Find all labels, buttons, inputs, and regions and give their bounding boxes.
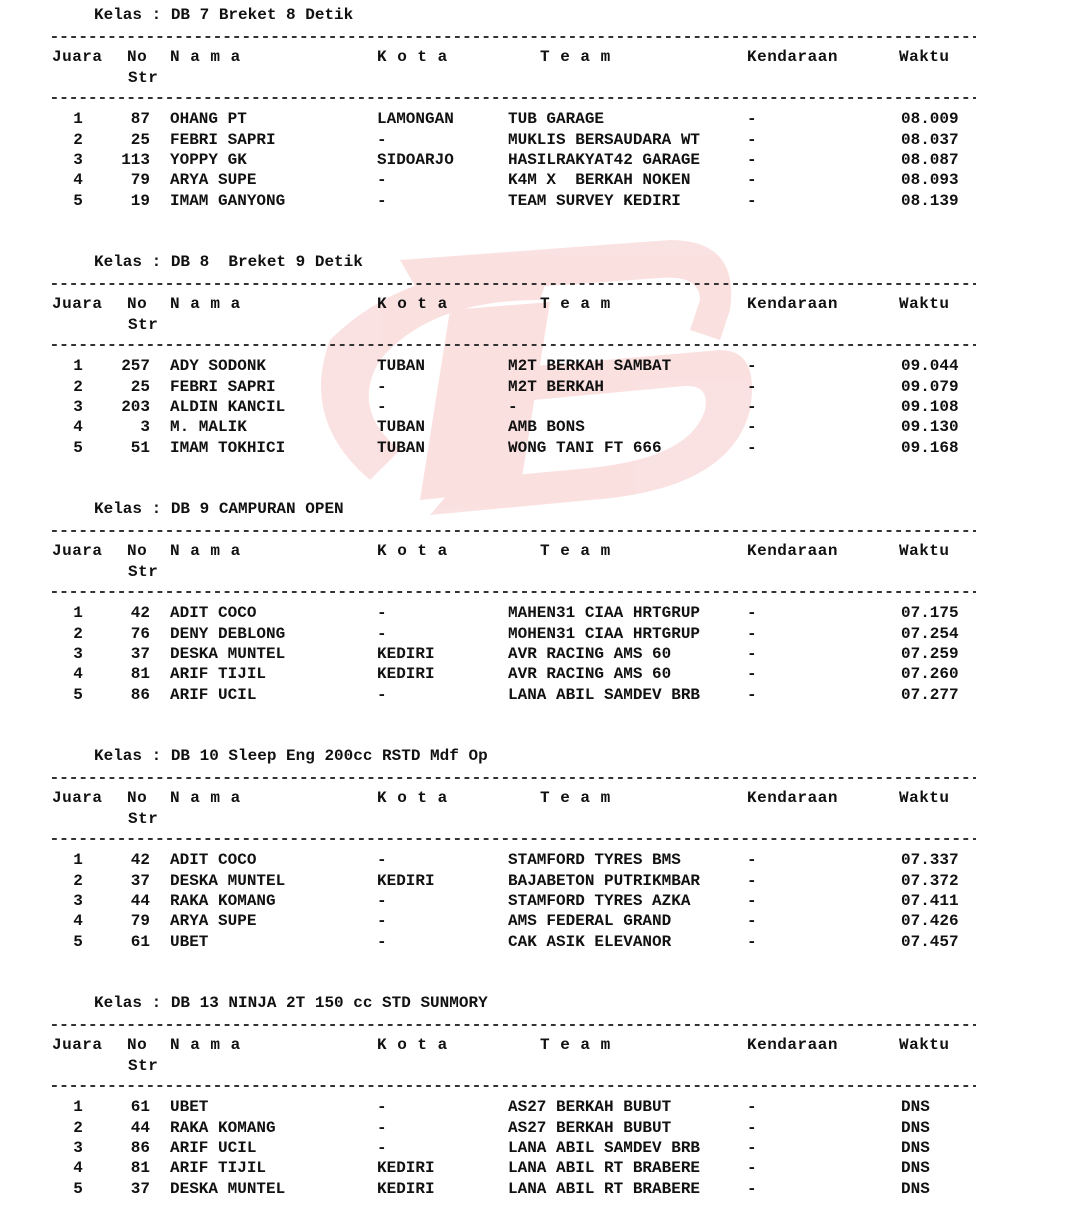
divider [52,1080,976,1092]
juara-cell: 3 [73,892,83,910]
header-waktu: Waktu [899,48,950,66]
kendaraan-cell: - [747,1180,757,1198]
header-no: No [127,542,148,560]
waktu-cell: 08.009 [901,110,959,128]
juara-cell: 1 [73,110,83,128]
kota-cell: SIDOARJO [377,151,454,169]
nama-cell: IMAM TOKHICI [170,439,286,457]
table-row [0,151,1080,171]
race-class-section [0,494,1080,734]
kendaraan-cell: - [747,131,757,149]
header-nama: N a m a [170,295,241,313]
table-row [0,892,1080,912]
no-str-cell: 86 [130,686,150,704]
header-nama: N a m a [170,1036,241,1054]
team-cell: STAMFORD TYRES BMS [508,851,681,869]
kendaraan-cell: - [747,1119,757,1137]
divider [52,586,976,598]
no-str-cell: 25 [130,131,150,149]
nama-cell: RAKA KOMANG [170,1119,276,1137]
kendaraan-cell: - [747,418,757,436]
team-cell: M2T BERKAH SAMBAT [508,357,672,375]
no-str-cell: 257 [121,357,150,375]
team-cell: K4M X BERKAH NOKEN [508,171,691,189]
team-cell: LANA ABIL RT BRABERE [508,1180,701,1198]
waktu-cell: 09.044 [901,357,959,375]
no-str-cell: 42 [130,851,150,869]
kota-cell: LAMONGAN [377,110,454,128]
divider [52,772,976,784]
kota-cell: - [377,1098,387,1116]
team-cell: AVR RACING AMS 60 [508,645,672,663]
kendaraan-cell: - [747,933,757,951]
kendaraan-cell: - [747,192,757,210]
kendaraan-cell: - [747,439,757,457]
team-cell: TEAM SURVEY KEDIRI [508,192,681,210]
table-row [0,418,1080,438]
no-str-cell: 37 [130,872,150,890]
kendaraan-cell: - [747,851,757,869]
juara-cell: 2 [73,872,83,890]
kendaraan-cell: - [747,686,757,704]
race-class-section [0,0,1080,240]
divider [52,31,976,43]
table-row [0,1098,1080,1118]
kota-cell: - [377,1119,387,1137]
no-str-cell: 37 [130,645,150,663]
table-row [0,872,1080,892]
race-class-section [0,741,1080,981]
juara-cell: 3 [73,1139,83,1157]
kota-cell: TUBAN [377,439,426,457]
kendaraan-cell: - [747,151,757,169]
header-no: No [127,1036,148,1054]
team-cell: - [508,398,518,416]
table-row [0,645,1080,665]
nama-cell: ARIF TIJIL [170,665,267,683]
header-nama: N a m a [170,542,241,560]
kota-cell: - [377,398,387,416]
juara-cell: 5 [73,192,83,210]
team-cell: M2T BERKAH [508,378,605,396]
kota-cell: - [377,131,387,149]
no-str-cell: 61 [130,1098,150,1116]
team-cell: AS27 BERKAH BUBUT [508,1098,672,1116]
header-str: Str [128,810,159,828]
team-cell: LANA ABIL SAMDEV BRB [508,686,701,704]
header-str: Str [128,316,159,334]
table-row [0,1139,1080,1159]
table-row [0,665,1080,685]
team-cell: STAMFORD TYRES AZKA [508,892,691,910]
table-row [0,1180,1080,1200]
waktu-cell: 07.259 [901,645,959,663]
kota-cell: - [377,192,387,210]
nama-cell: DESKA MUNTEL [170,645,286,663]
team-cell: CAK ASIK ELEVANOR [508,933,672,951]
juara-cell: 3 [73,398,83,416]
nama-cell: UBET [170,1098,209,1116]
kendaraan-cell: - [747,645,757,663]
juara-cell: 2 [73,131,83,149]
no-str-cell: 79 [130,171,150,189]
kota-cell: KEDIRI [377,665,435,683]
header-juara: Juara [52,295,103,313]
kota-cell: TUBAN [377,357,426,375]
header-juara: Juara [52,789,103,807]
table-row [0,131,1080,151]
nama-cell: YOPPY GK [170,151,247,169]
no-str-cell: 42 [130,604,150,622]
nama-cell: ARIF TIJIL [170,1159,267,1177]
divider [52,92,976,104]
kota-cell: - [377,625,387,643]
no-str-cell: 19 [130,192,150,210]
kendaraan-cell: - [747,872,757,890]
juara-cell: 1 [73,1098,83,1116]
juara-cell: 1 [73,851,83,869]
team-cell: AVR RACING AMS 60 [508,665,672,683]
header-team: T e a m [540,542,611,560]
waktu-cell: DNS [901,1159,930,1177]
header-no: No [127,295,148,313]
team-cell: LANA ABIL SAMDEV BRB [508,1139,701,1157]
kota-cell: - [377,686,387,704]
kendaraan-cell: - [747,171,757,189]
waktu-cell: 09.130 [901,418,959,436]
kendaraan-cell: - [747,357,757,375]
nama-cell: IMAM GANYONG [170,192,286,210]
juara-cell: 5 [73,933,83,951]
nama-cell: DESKA MUNTEL [170,1180,286,1198]
juara-cell: 1 [73,357,83,375]
juara-cell: 2 [73,1119,83,1137]
nama-cell: ARYA SUPE [170,171,257,189]
header-str: Str [128,69,159,87]
team-cell: MOHEN31 CIAA HRTGRUP [508,625,701,643]
juara-cell: 5 [73,686,83,704]
team-cell: HASILRAKYAT42 GARAGE [508,151,701,169]
divider [52,525,976,537]
kota-cell: KEDIRI [377,872,435,890]
waktu-cell: DNS [901,1139,930,1157]
no-str-cell: 51 [130,439,150,457]
kendaraan-cell: - [747,1159,757,1177]
waktu-cell: DNS [901,1119,930,1137]
nama-cell: DENY DEBLONG [170,625,286,643]
waktu-cell: 07.411 [901,892,959,910]
waktu-cell: 08.037 [901,131,959,149]
waktu-cell: 07.457 [901,933,959,951]
table-row [0,1159,1080,1179]
no-str-cell: 87 [130,110,150,128]
header-team: T e a m [540,295,611,313]
race-class-section [0,988,1080,1228]
kota-cell: KEDIRI [377,645,435,663]
table-row [0,604,1080,624]
kota-cell: - [377,1139,387,1157]
header-nama: N a m a [170,48,241,66]
juara-cell: 3 [73,151,83,169]
class-title: Kelas : DB 8 Breket 9 Detik [94,253,363,271]
no-str-cell: 113 [121,151,150,169]
waktu-cell: 07.277 [901,686,959,704]
kendaraan-cell: - [747,665,757,683]
table-row [0,357,1080,377]
waktu-cell: DNS [901,1098,930,1116]
table-row [0,625,1080,645]
header-juara: Juara [52,1036,103,1054]
no-str-cell: 37 [130,1180,150,1198]
waktu-cell: 09.079 [901,378,959,396]
header-kota: K o t a [377,295,448,313]
table-row [0,398,1080,418]
no-str-cell: 81 [130,1159,150,1177]
kendaraan-cell: - [747,912,757,930]
header-waktu: Waktu [899,789,950,807]
header-no: No [127,789,148,807]
nama-cell: M. MALIK [170,418,247,436]
waktu-cell: 09.108 [901,398,959,416]
header-team: T e a m [540,1036,611,1054]
juara-cell: 4 [73,665,83,683]
team-cell: MAHEN31 CIAA HRTGRUP [508,604,701,622]
nama-cell: ARIF UCIL [170,686,257,704]
juara-cell: 1 [73,604,83,622]
waktu-cell: 07.260 [901,665,959,683]
team-cell: WONG TANI FT 666 [508,439,662,457]
juara-cell: 2 [73,625,83,643]
header-no: No [127,48,148,66]
kota-cell: - [377,933,387,951]
kota-cell: KEDIRI [377,1180,435,1198]
kota-cell: TUBAN [377,418,426,436]
divider [52,339,976,351]
team-cell: AMB BONS [508,418,585,436]
no-str-cell: 25 [130,378,150,396]
table-row [0,912,1080,932]
header-juara: Juara [52,542,103,560]
waktu-cell: 08.139 [901,192,959,210]
header-waktu: Waktu [899,295,950,313]
table-row [0,851,1080,871]
no-str-cell: 44 [130,1119,150,1137]
waktu-cell: 07.372 [901,872,959,890]
header-kendaraan: Kendaraan [747,295,838,313]
juara-cell: 5 [73,1180,83,1198]
class-title: Kelas : DB 9 CAMPURAN OPEN [94,500,344,518]
kendaraan-cell: - [747,604,757,622]
waktu-cell: 08.093 [901,171,959,189]
header-kota: K o t a [377,48,448,66]
header-waktu: Waktu [899,542,950,560]
class-title: Kelas : DB 10 Sleep Eng 200cc RSTD Mdf Op [94,747,488,765]
nama-cell: ARIF UCIL [170,1139,257,1157]
nama-cell: DESKA MUNTEL [170,872,286,890]
no-str-cell: 76 [130,625,150,643]
divider [52,1019,976,1031]
juara-cell: 2 [73,378,83,396]
team-cell: LANA ABIL RT BRABERE [508,1159,701,1177]
waktu-cell: 07.426 [901,912,959,930]
waktu-cell: 07.175 [901,604,959,622]
table-row [0,110,1080,130]
no-str-cell: 3 [140,418,150,436]
header-team: T e a m [540,48,611,66]
kota-cell: - [377,604,387,622]
kendaraan-cell: - [747,892,757,910]
divider [52,833,976,845]
table-row [0,686,1080,706]
header-kendaraan: Kendaraan [747,1036,838,1054]
juara-cell: 4 [73,912,83,930]
kendaraan-cell: - [747,1098,757,1116]
header-kendaraan: Kendaraan [747,48,838,66]
juara-cell: 5 [73,439,83,457]
kota-cell: - [377,912,387,930]
waktu-cell: DNS [901,1180,930,1198]
team-cell: MUKLIS BERSAUDARA WT [508,131,701,149]
header-juara: Juara [52,48,103,66]
table-row [0,378,1080,398]
nama-cell: UBET [170,933,209,951]
nama-cell: ALDIN KANCIL [170,398,286,416]
header-kota: K o t a [377,1036,448,1054]
kota-cell: - [377,378,387,396]
nama-cell: FEBRI SAPRI [170,131,276,149]
juara-cell: 4 [73,418,83,436]
no-str-cell: 81 [130,665,150,683]
kendaraan-cell: - [747,1139,757,1157]
kota-cell: - [377,892,387,910]
juara-cell: 4 [73,1159,83,1177]
header-waktu: Waktu [899,1036,950,1054]
kendaraan-cell: - [747,625,757,643]
no-str-cell: 203 [121,398,150,416]
header-team: T e a m [540,789,611,807]
juara-cell: 3 [73,645,83,663]
kota-cell: - [377,851,387,869]
table-row [0,439,1080,459]
no-str-cell: 61 [130,933,150,951]
nama-cell: OHANG PT [170,110,247,128]
header-kendaraan: Kendaraan [747,789,838,807]
waktu-cell: 07.254 [901,625,959,643]
kendaraan-cell: - [747,378,757,396]
team-cell: TUB GARAGE [508,110,605,128]
nama-cell: ADIT COCO [170,851,257,869]
team-cell: AMS FEDERAL GRAND [508,912,672,930]
header-kota: K o t a [377,789,448,807]
header-nama: N a m a [170,789,241,807]
waktu-cell: 08.087 [901,151,959,169]
table-row [0,1119,1080,1139]
divider [52,278,976,290]
class-title: Kelas : DB 7 Breket 8 Detik [94,6,354,24]
team-cell: BAJABETON PUTRIKMBAR [508,872,701,890]
no-str-cell: 86 [130,1139,150,1157]
nama-cell: ARYA SUPE [170,912,257,930]
class-title: Kelas : DB 13 NINJA 2T 150 cc STD SUNMORY [94,994,488,1012]
table-row [0,171,1080,191]
header-str: Str [128,1057,159,1075]
nama-cell: RAKA KOMANG [170,892,276,910]
no-str-cell: 44 [130,892,150,910]
kota-cell: KEDIRI [377,1159,435,1177]
table-row [0,192,1080,212]
waktu-cell: 09.168 [901,439,959,457]
kendaraan-cell: - [747,110,757,128]
juara-cell: 4 [73,171,83,189]
race-class-section [0,247,1080,487]
header-kota: K o t a [377,542,448,560]
table-row [0,933,1080,953]
nama-cell: FEBRI SAPRI [170,378,276,396]
team-cell: AS27 BERKAH BUBUT [508,1119,672,1137]
nama-cell: ADIT COCO [170,604,257,622]
nama-cell: ADY SODONK [170,357,267,375]
kota-cell: - [377,171,387,189]
waktu-cell: 07.337 [901,851,959,869]
no-str-cell: 79 [130,912,150,930]
header-str: Str [128,563,159,581]
kendaraan-cell: - [747,398,757,416]
header-kendaraan: Kendaraan [747,542,838,560]
